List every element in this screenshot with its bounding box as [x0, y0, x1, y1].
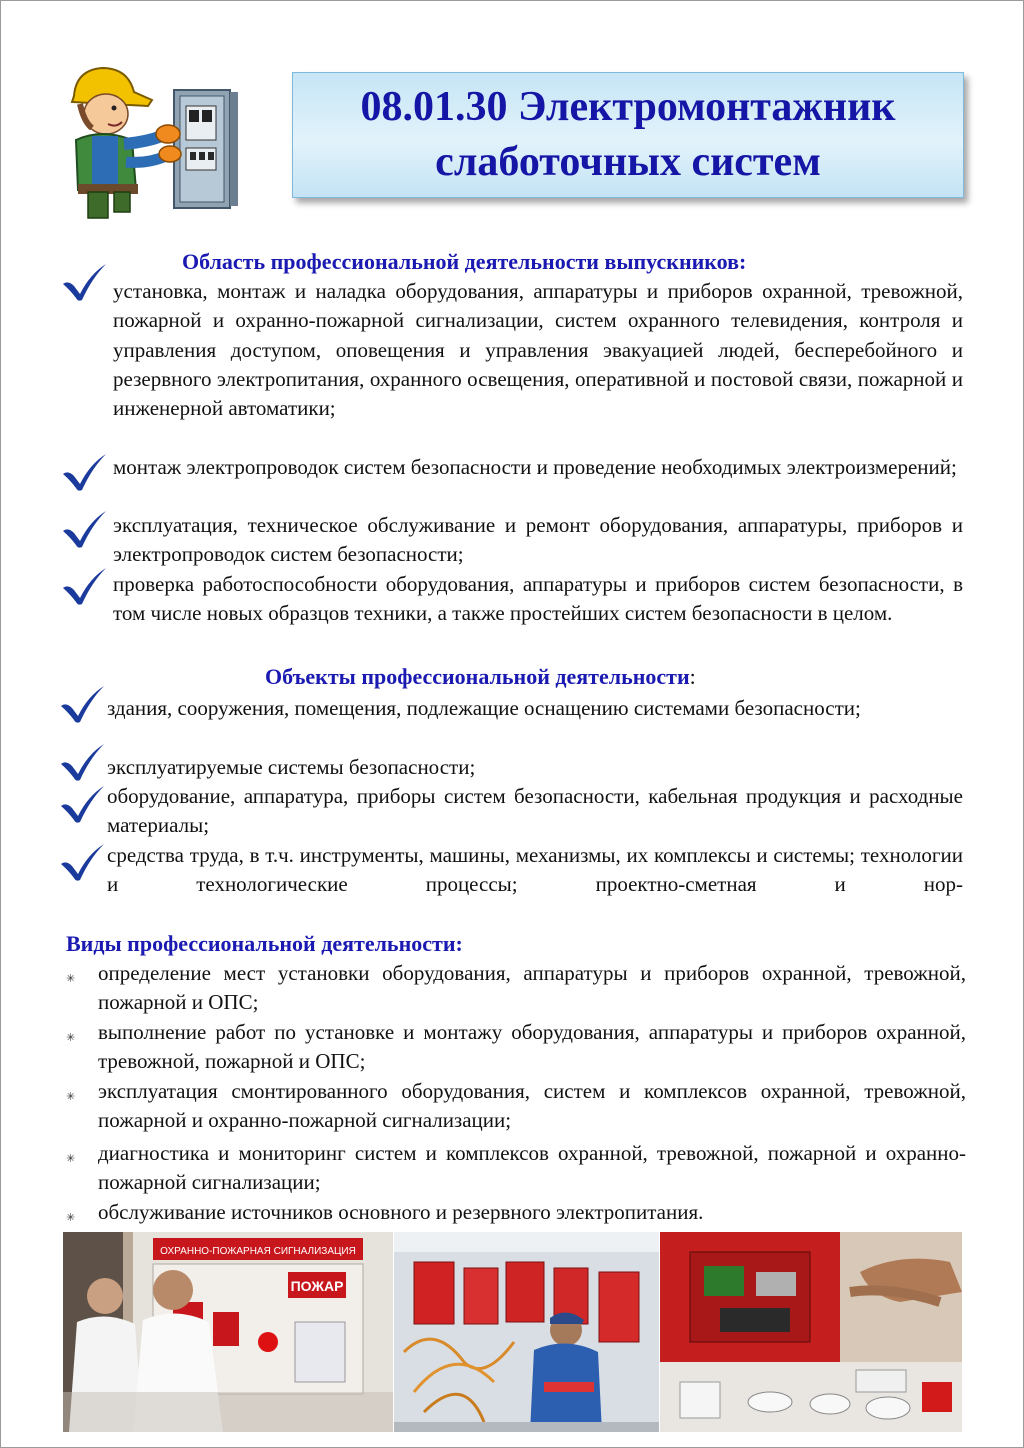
checkmark-icon [60, 509, 108, 549]
list-item [113, 453, 963, 511]
kinds-section-heading: Виды профессиональной деятельности: [66, 931, 463, 956]
area-list [113, 277, 963, 658]
list-item-text: средства труда, в т.ч. инструменты, машины, механизмы, их комплексы и системы; технологии и технологические процессы; проектно-сметная и нор- [107, 843, 963, 897]
checkmark-icon [58, 842, 106, 882]
asterisk-bullet-icon: ✳ [66, 1091, 76, 1103]
list-item [113, 511, 963, 570]
list-item [107, 753, 963, 782]
list-item-text: диагностика и мониторинг систем и комплексов охранной, тревожной, пожарной и охранно-пожарной сигнализации; [98, 1141, 966, 1195]
objects-section-heading [265, 664, 696, 690]
objects-heading-colon: : [689, 664, 696, 689]
photo-alarm-equipment [660, 1232, 962, 1432]
list-item-text: установка, монтаж и наладка оборудования, аппаратуры и приборов охранной, тревожной, пожарной и охранно-пожарной сигнализации, систем охранного телевидения, контроля и управления доступом, оповещения и управления эвакуацией людей, бесперебойного и резервного электропитания, охранного освещения, оперативной и постовой связи, пожарной и инженерной автоматики; [113, 279, 963, 421]
checkmark-icon [60, 262, 108, 302]
kinds-list [66, 959, 966, 1227]
asterisk-bullet-icon: ✳ [66, 973, 76, 985]
objects-heading-text: Объекты профессиональной деятельности [265, 664, 690, 689]
list-item [113, 570, 963, 658]
electrician-illustration [62, 62, 292, 227]
list-item-text: определение мест установки оборудования, аппаратуры и приборов охранной, тревожной, пожарной и ОПС; [98, 961, 966, 1015]
list-item [113, 277, 963, 453]
list-item [66, 1198, 966, 1227]
list-item-text: эксплуатация смонтированного оборудования, систем и комплексов охранной, тревожной, пожарной и охранно-пожарной сигнализации; [98, 1079, 966, 1133]
list-item-text: оборудование, аппаратура, приборы систем безопасности, кабельная продукция и расходные материалы; [107, 784, 963, 838]
list-item [107, 782, 963, 841]
asterisk-bullet-icon: ✳ [66, 1212, 76, 1224]
list-item-text: выполнение работ по установке и монтажу оборудования, аппаратуры и приборов охранной, тревожной, пожарной и ОПС; [98, 1020, 966, 1074]
area-section-heading: Область профессиональной деятельности выпускников: [182, 249, 747, 274]
fire-sign-text: ПОЖАР [290, 1278, 344, 1294]
list-item [66, 1139, 966, 1198]
list-item [66, 1018, 966, 1077]
list-item-text: эксплуатируемые системы безопасности; [107, 755, 476, 779]
list-item-text: здания, сооружения, помещения, подлежащие оснащению системами безопасности; [107, 696, 861, 720]
list-item [107, 694, 963, 753]
list-item [66, 959, 966, 1018]
photo-installer [394, 1232, 659, 1432]
checkmark-icon [58, 784, 106, 824]
objects-list [107, 694, 963, 900]
list-item [66, 1077, 966, 1139]
photo-training-stand [63, 1232, 393, 1432]
checkmark-icon [60, 566, 108, 606]
title-banner [292, 72, 964, 198]
page-title: 08.01.30 Электромонтажник слаботочных систем [360, 84, 896, 185]
list-item-text: обслуживание источников основного и резервного электропитания. [98, 1200, 704, 1224]
asterisk-bullet-icon: ✳ [66, 1153, 76, 1165]
list-item-text: проверка работоспособности оборудования, аппаратуры и приборов систем безопасности, в том числе новых образцов техники, а также простейших систем безопасности в целом. [113, 572, 963, 626]
list-item [107, 841, 963, 900]
checkmark-icon [58, 742, 106, 782]
list-item-text: монтаж электропроводок систем безопасности и проведение необходимых электроизмерений; [113, 455, 957, 479]
asterisk-bullet-icon: ✳ [66, 1032, 76, 1044]
panel-sign-text: ОХРАННО-ПОЖАРНАЯ СИГНАЛИЗАЦИЯ [160, 1246, 356, 1257]
checkmark-icon [60, 452, 108, 492]
list-item-text: эксплуатация, техническое обслуживание и ремонт оборудования, аппаратуры, приборов и электропроводок систем безопасности; [113, 513, 963, 567]
checkmark-icon [58, 684, 106, 724]
